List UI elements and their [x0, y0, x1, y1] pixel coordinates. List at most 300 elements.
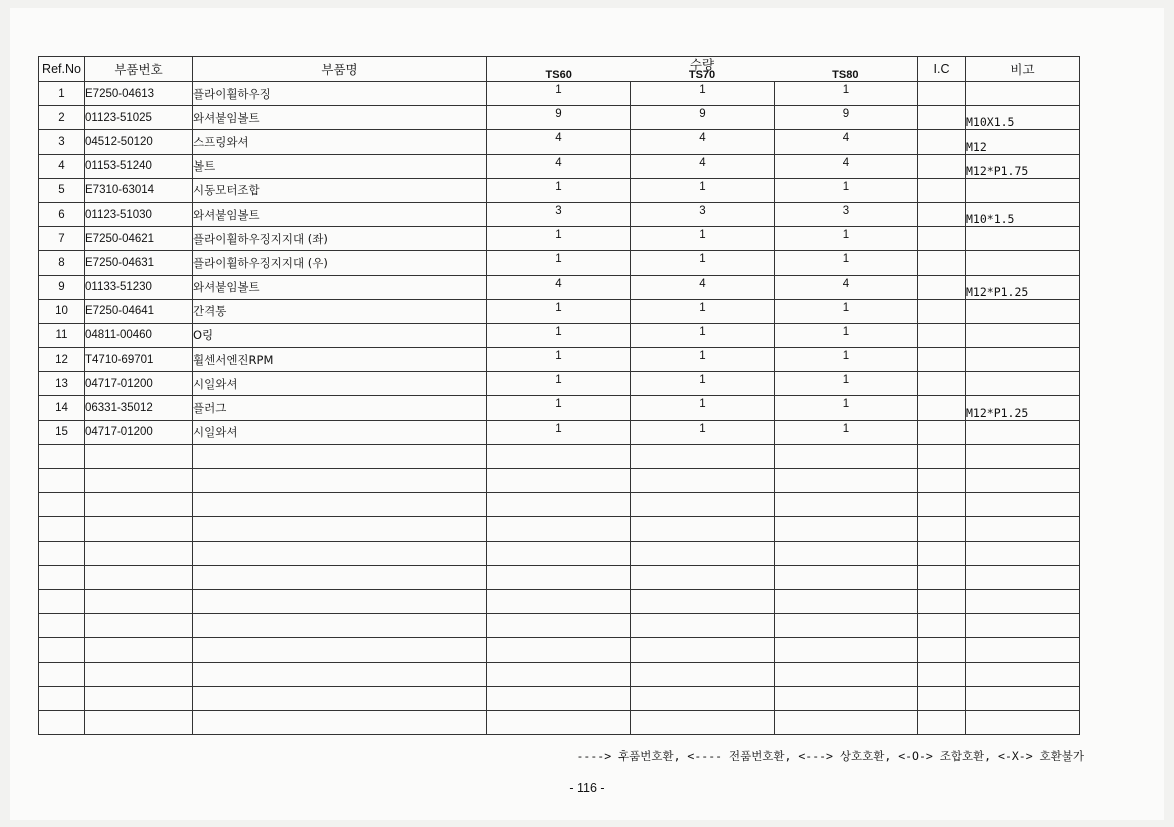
table-row	[39, 299, 1080, 323]
quantity-cell	[775, 178, 918, 202]
empty-row	[39, 565, 1080, 589]
table-row	[39, 227, 1080, 251]
table-row	[39, 396, 1080, 420]
empty-cell	[39, 589, 85, 613]
empty-cell	[85, 710, 193, 734]
empty-cell	[85, 565, 193, 589]
ref-number: 2	[39, 106, 85, 130]
quantity-cell	[631, 202, 775, 226]
empty-cell	[193, 541, 487, 565]
part-name: 와셔붙임볼트	[193, 275, 487, 299]
ref-number: 4	[39, 154, 85, 178]
ic-cell	[918, 82, 966, 106]
quantity-value: 4	[699, 132, 706, 145]
ref-number: 12	[39, 348, 85, 372]
ic-cell	[918, 299, 966, 323]
empty-cell	[966, 710, 1080, 734]
quantity-cell	[487, 251, 631, 275]
quantity-cell	[487, 275, 631, 299]
empty-cell	[775, 638, 918, 662]
empty-cell	[39, 565, 85, 589]
empty-cell	[918, 444, 966, 468]
empty-cell	[193, 662, 487, 686]
table-row	[39, 420, 1080, 444]
quantity-value: 1	[842, 253, 850, 266]
empty-cell	[631, 517, 775, 541]
empty-cell	[487, 589, 631, 613]
quantity-value: 1	[699, 374, 706, 387]
quantity-value: 4	[555, 156, 562, 169]
ref-number: 9	[39, 275, 85, 299]
empty-cell	[966, 469, 1080, 493]
quantity-value: 1	[842, 84, 850, 96]
ic-cell	[918, 178, 966, 202]
ic-cell	[918, 323, 966, 347]
empty-cell	[775, 517, 918, 541]
quantity-cell	[487, 130, 631, 154]
note-cell	[966, 348, 1080, 372]
empty-row	[39, 493, 1080, 517]
interchange-legend: ----> 후품번호환, <---- 전품번호환, <---> 상호호환, <-O-> 조합호환, <-X-> 호환불가	[576, 749, 1084, 763]
ic-cell	[918, 106, 966, 130]
quantity-value: 1	[699, 84, 706, 96]
quantity-value: 9	[555, 108, 562, 121]
part-number: T4710-69701	[85, 348, 193, 372]
note-cell	[966, 251, 1080, 275]
part-name: 시일와셔	[193, 420, 487, 444]
empty-cell	[918, 589, 966, 613]
quantity-cell	[631, 82, 775, 106]
part-name: 간격통	[193, 299, 487, 323]
empty-cell	[918, 614, 966, 638]
ref-number: 8	[39, 251, 85, 275]
quantity-value: 4	[555, 132, 562, 145]
quantity-value: 1	[842, 374, 850, 387]
note-cell: M10X1.5	[966, 106, 1080, 130]
part-name: 플라이휠하우징지지대 (좌)	[193, 227, 487, 251]
quantity-cell	[631, 154, 775, 178]
empty-cell	[193, 614, 487, 638]
ref-number: 15	[39, 420, 85, 444]
empty-cell	[85, 517, 193, 541]
part-name: 플라이휠하우징	[193, 82, 487, 106]
empty-cell	[631, 493, 775, 517]
empty-cell	[39, 638, 85, 662]
empty-cell	[775, 444, 918, 468]
empty-row	[39, 589, 1080, 613]
ic-cell	[918, 202, 966, 226]
empty-cell	[631, 638, 775, 662]
quantity-cell	[487, 106, 631, 130]
quantity-value: 4	[842, 132, 850, 145]
quantity-value: 1	[842, 422, 850, 435]
part-name: 와셔붙임볼트	[193, 106, 487, 130]
table-row	[39, 154, 1080, 178]
empty-cell	[631, 565, 775, 589]
empty-cell	[631, 614, 775, 638]
part-name: 와셔붙임볼트	[193, 202, 487, 226]
empty-cell	[631, 541, 775, 565]
note-cell: M10*1.5	[966, 202, 1080, 226]
quantity-cell	[487, 348, 631, 372]
empty-cell	[487, 565, 631, 589]
quantity-value: 1	[555, 180, 562, 193]
empty-cell	[918, 565, 966, 589]
empty-cell	[39, 686, 85, 710]
note-cell: M12*P1.25	[966, 275, 1080, 299]
quantity-value: 3	[842, 204, 850, 217]
part-number: E7250-04631	[85, 251, 193, 275]
ic-cell	[918, 396, 966, 420]
empty-cell	[966, 517, 1080, 541]
part-name: O링	[193, 323, 487, 347]
quantity-cell	[631, 372, 775, 396]
empty-cell	[487, 469, 631, 493]
header-part-no: 부품번호	[85, 57, 193, 82]
empty-cell	[631, 662, 775, 686]
empty-cell	[775, 662, 918, 686]
quantity-cell	[487, 178, 631, 202]
quantity-cell	[631, 251, 775, 275]
quantity-cell	[487, 82, 631, 106]
quantity-cell	[487, 420, 631, 444]
empty-cell	[918, 662, 966, 686]
quantity-value: 1	[842, 301, 850, 314]
ic-cell	[918, 372, 966, 396]
quantity-value: 1	[842, 229, 850, 242]
header-model-ts80: TS80	[832, 69, 859, 81]
quantity-cell	[487, 299, 631, 323]
part-name: 스프링와셔	[193, 130, 487, 154]
part-name: 볼트	[193, 154, 487, 178]
empty-cell	[918, 710, 966, 734]
quantity-cell	[631, 275, 775, 299]
quantity-cell	[775, 348, 918, 372]
quantity-cell	[775, 372, 918, 396]
empty-cell	[775, 686, 918, 710]
table-row	[39, 106, 1080, 130]
quantity-value: 1	[699, 325, 706, 338]
ref-number: 6	[39, 202, 85, 226]
ic-cell	[918, 251, 966, 275]
empty-cell	[631, 589, 775, 613]
quantity-cell	[631, 227, 775, 251]
quantity-value: 1	[699, 398, 706, 411]
empty-cell	[966, 614, 1080, 638]
table-header-row	[39, 57, 1080, 82]
ref-number: 10	[39, 299, 85, 323]
empty-cell	[85, 541, 193, 565]
empty-cell	[631, 710, 775, 734]
empty-cell	[193, 565, 487, 589]
quantity-cell	[775, 323, 918, 347]
empty-cell	[631, 469, 775, 493]
note-cell	[966, 372, 1080, 396]
quantity-value: 1	[842, 350, 850, 363]
empty-cell	[487, 493, 631, 517]
part-number: 01153-51240	[85, 154, 193, 178]
empty-cell	[966, 565, 1080, 589]
ref-number: 5	[39, 178, 85, 202]
quantity-cell	[775, 251, 918, 275]
empty-cell	[775, 541, 918, 565]
empty-cell	[39, 541, 85, 565]
quantity-value: 4	[842, 156, 850, 169]
table-row	[39, 202, 1080, 226]
empty-cell	[487, 444, 631, 468]
empty-cell	[193, 710, 487, 734]
empty-cell	[193, 444, 487, 468]
ic-cell	[918, 154, 966, 178]
note-cell	[966, 299, 1080, 323]
empty-row	[39, 517, 1080, 541]
part-number: 06331-35012	[85, 396, 193, 420]
empty-cell	[193, 589, 487, 613]
empty-row	[39, 686, 1080, 710]
note-cell	[966, 323, 1080, 347]
quantity-value: 1	[555, 253, 562, 266]
table-row	[39, 82, 1080, 106]
quantity-value: 1	[842, 180, 850, 193]
parts-table	[38, 56, 1080, 735]
part-number: 04717-01200	[85, 420, 193, 444]
part-name: 플러그	[193, 396, 487, 420]
quantity-value: 4	[555, 277, 562, 290]
part-number: 01123-51025	[85, 106, 193, 130]
ref-number: 13	[39, 372, 85, 396]
quantity-cell	[775, 154, 918, 178]
table-row	[39, 275, 1080, 299]
quantity-value: 1	[555, 84, 562, 96]
empty-row	[39, 614, 1080, 638]
quantity-cell	[487, 396, 631, 420]
quantity-cell	[631, 396, 775, 420]
ic-cell	[918, 275, 966, 299]
quantity-value: 4	[699, 156, 706, 169]
quantity-value: 1	[699, 350, 706, 363]
quantity-value: 3	[555, 204, 562, 217]
header-model-ts70: TS70	[688, 69, 716, 81]
empty-cell	[966, 444, 1080, 468]
empty-cell	[775, 493, 918, 517]
note-cell: M12	[966, 130, 1080, 154]
ref-number: 11	[39, 323, 85, 347]
empty-cell	[39, 710, 85, 734]
table-row	[39, 130, 1080, 154]
quantity-value: 9	[699, 108, 706, 121]
empty-row	[39, 444, 1080, 468]
ref-number: 3	[39, 130, 85, 154]
quantity-value: 1	[555, 325, 562, 338]
empty-cell	[85, 493, 193, 517]
quantity-value: 1	[699, 253, 706, 266]
empty-row	[39, 638, 1080, 662]
ref-number: 14	[39, 396, 85, 420]
empty-cell	[39, 469, 85, 493]
note-cell: M12*P1.25	[966, 396, 1080, 420]
quantity-cell	[487, 227, 631, 251]
part-number: E7250-04621	[85, 227, 193, 251]
quantity-cell	[487, 202, 631, 226]
part-name: 시동모터조합	[193, 178, 487, 202]
note-cell	[966, 82, 1080, 106]
empty-cell	[487, 541, 631, 565]
header-model-ts60: TS60	[545, 69, 572, 81]
quantity-cell	[631, 348, 775, 372]
quantity-value: 1	[555, 398, 562, 411]
quantity-value: 1	[555, 422, 562, 435]
header-ref: Ref.No	[39, 57, 85, 82]
empty-cell	[631, 686, 775, 710]
empty-row	[39, 710, 1080, 734]
quantity-cell	[775, 82, 918, 106]
empty-cell	[85, 638, 193, 662]
quantity-value: 1	[555, 374, 562, 387]
quantity-value: 4	[842, 277, 850, 290]
empty-cell	[85, 662, 193, 686]
empty-cell	[918, 541, 966, 565]
empty-cell	[487, 614, 631, 638]
empty-cell	[193, 686, 487, 710]
empty-cell	[193, 469, 487, 493]
empty-cell	[775, 565, 918, 589]
note-cell	[966, 420, 1080, 444]
quantity-cell	[631, 130, 775, 154]
quantity-value: 1	[555, 301, 562, 314]
quantity-cell	[775, 106, 918, 130]
page-number: - 116 -	[569, 781, 605, 795]
quantity-value: 1	[842, 398, 850, 411]
empty-row	[39, 541, 1080, 565]
ref-number: 7	[39, 227, 85, 251]
empty-cell	[39, 517, 85, 541]
empty-cell	[487, 686, 631, 710]
quantity-cell	[775, 299, 918, 323]
empty-cell	[487, 638, 631, 662]
quantity-value: 1	[555, 229, 562, 242]
empty-cell	[966, 638, 1080, 662]
quantity-value: 1	[842, 325, 850, 338]
quantity-value: 1	[699, 422, 706, 435]
quantity-value: 1	[699, 229, 706, 242]
note-cell	[966, 178, 1080, 202]
empty-cell	[193, 638, 487, 662]
empty-cell	[775, 589, 918, 613]
empty-cell	[85, 469, 193, 493]
quantity-cell	[631, 420, 775, 444]
ref-number: 1	[39, 82, 85, 106]
quantity-cell	[775, 275, 918, 299]
quantity-value: 1	[699, 180, 706, 193]
empty-cell	[39, 614, 85, 638]
part-number: 04811-00460	[85, 323, 193, 347]
table-row	[39, 372, 1080, 396]
part-number: 01133-51230	[85, 275, 193, 299]
empty-cell	[966, 541, 1080, 565]
part-name: 휠센서엔진RPM	[193, 348, 487, 372]
quantity-cell	[775, 202, 918, 226]
quantity-cell	[487, 323, 631, 347]
ic-cell	[918, 348, 966, 372]
empty-cell	[39, 493, 85, 517]
empty-cell	[85, 589, 193, 613]
ic-cell	[918, 420, 966, 444]
table-row	[39, 348, 1080, 372]
ic-cell	[918, 227, 966, 251]
quantity-cell	[631, 178, 775, 202]
empty-row	[39, 662, 1080, 686]
empty-cell	[39, 444, 85, 468]
quantity-value: 3	[699, 204, 706, 217]
ic-cell	[918, 130, 966, 154]
empty-cell	[918, 469, 966, 493]
table-row	[39, 251, 1080, 275]
quantity-cell	[775, 396, 918, 420]
empty-cell	[918, 638, 966, 662]
empty-cell	[85, 686, 193, 710]
empty-cell	[966, 662, 1080, 686]
quantity-cell	[487, 372, 631, 396]
empty-cell	[631, 444, 775, 468]
header-note: 비고	[966, 57, 1080, 82]
header-part-name: 부품명	[193, 57, 487, 82]
empty-cell	[85, 444, 193, 468]
empty-cell	[775, 469, 918, 493]
header-quantity	[487, 57, 918, 82]
part-name: 플라이휠하우징지지대 (우)	[193, 251, 487, 275]
quantity-cell	[775, 227, 918, 251]
quantity-value: 4	[699, 277, 706, 290]
quantity-cell	[487, 154, 631, 178]
empty-cell	[918, 493, 966, 517]
quantity-value: 1	[555, 350, 562, 363]
empty-cell	[775, 614, 918, 638]
part-number: 04717-01200	[85, 372, 193, 396]
quantity-cell	[775, 420, 918, 444]
part-number: E7250-04613	[85, 82, 193, 106]
quantity-value: 1	[699, 301, 706, 314]
header-quantity-label: 수량	[689, 57, 715, 72]
quantity-cell	[631, 299, 775, 323]
empty-cell	[918, 686, 966, 710]
empty-row	[39, 469, 1080, 493]
quantity-cell	[631, 106, 775, 130]
empty-cell	[966, 686, 1080, 710]
note-cell: M12*P1.75	[966, 154, 1080, 178]
part-number: E7250-04641	[85, 299, 193, 323]
part-number: E7310-63014	[85, 178, 193, 202]
empty-cell	[487, 517, 631, 541]
empty-cell	[487, 662, 631, 686]
empty-cell	[775, 710, 918, 734]
quantity-cell	[631, 323, 775, 347]
empty-cell	[966, 493, 1080, 517]
note-cell	[966, 227, 1080, 251]
header-ic: I.C	[918, 57, 966, 82]
empty-cell	[966, 589, 1080, 613]
table-row	[39, 178, 1080, 202]
empty-cell	[918, 517, 966, 541]
empty-cell	[193, 517, 487, 541]
empty-cell	[39, 662, 85, 686]
part-number: 04512-50120	[85, 130, 193, 154]
quantity-cell	[775, 130, 918, 154]
empty-cell	[487, 710, 631, 734]
part-name: 시일와셔	[193, 372, 487, 396]
empty-cell	[193, 493, 487, 517]
table-row	[39, 323, 1080, 347]
part-number: 01123-51030	[85, 202, 193, 226]
